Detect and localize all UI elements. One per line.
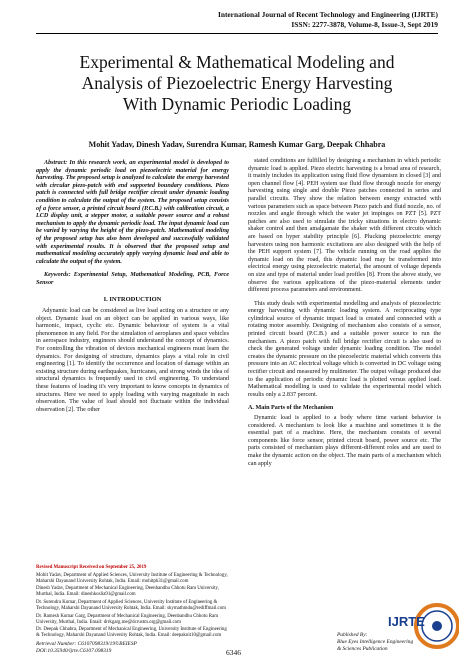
left-column xyxy=(36,160,229,420)
right-paragraph-1: stated conditions are fulfilled by designing a mechanism in which periodic dynamic load is applied. Piezo electric harvesting is a broad area of research, it mainly includes its application using fluid flow dynamism in closed [3] and open channel flow [4]. PEH system use fluid flow through nozzle for energy harvesting using single and double Piezo patches connected in series and parallel circuits. They show the relation between energy extracted with various parameters such as space between Piezo patch and fluid nozzle, no. of nozzles and angle through which the water jet impinges on PZT [5]. PZT patches are also used to simulate the tricky situations in electro dynamic shaker control and then amalgamate the shaker with different circuits which are based on hyper stability principle [6]. Plucking piezoelectric energy harvesters using non harmonic excitations are also designed with the help of the PEH support system [7]. The vehicle running on the road applies the dynamic load on the road, this dynamic load may be transformed into electrical energy using piezoelectric material, the amount of voltage depends on size and type of material under load profiles [8]. From the above study, we observe the various applications of the piezo-material elements under different process parameters and environment. xyxy=(248,158,441,294)
journal-header xyxy=(218,10,438,30)
seal-label: IJRTE xyxy=(388,614,425,629)
publisher-line-2: & Sciences Publication xyxy=(337,646,388,652)
footnote-author-4: Dr. Ramesh Kumar Garg, Department of Mechanical Engineering, Deenbandhu Chhotu Ram University, Murthal, India. Email: drrkgarg.me@dcrustm.org@gmail.com xyxy=(36,613,219,625)
journal-name: International Journal of Recent Technology and Engineering (IJRTE) xyxy=(217,10,438,19)
right-column xyxy=(248,158,441,474)
right-paragraph-2: This study deals with experimental modelling and analysis of piezoelectric energy harvesting with dynamic loading system. A reciprocating type cylindrical source of dynamic impact load is created and connected with a rotating motor assembly. Designing of mechanism also consists of a sensor, printed circuit board (P.C.B.) and a suitable power source to run the mechanism. A piezo patch with full bridge rectifier circuit is also used to check the generated voltage under dynamic loading condition. The model creates the dynamic pressure on the piezoelectric material which converts this pressure into an AC electrical voltage which is converted in DC voltage using rectifier circuit and measured by multimeter. The output voltage produced due to the application of periodic dynamic load is plotted versus applied load. Mathematical modelling is used to validate the experimental model which results only a 2.837 percent. xyxy=(248,300,441,398)
publisher-block xyxy=(337,632,413,653)
subsection-paragraph: Dynamic load is applied to a body where time variant behavior is considered. A mechanism is look like a machine and sometimes it is the essential part of a machine. Here, the mechanism consists of several components like force sensor, printed circuit board, power source etc. The parts consisted of mechanism plays different-different roles and are used to make the dynamic action on the object. The main parts of a mechanism which can apply xyxy=(248,415,441,467)
title-line-1: Experimental & Mathematical Modeling and xyxy=(79,52,395,72)
footnote-author-1: Mohit Yadav, Department of Applied Sciences, University Institute of Engineering & Technology, Maharshi Dayanand University Rohtak, India. Email: mohitph31@gmail.com xyxy=(36,572,228,584)
retrieval-number: Retrieval Number: C6107098319/19©BEIESP xyxy=(36,641,137,647)
title-line-3: With Dynamic Periodic Loading xyxy=(122,94,352,114)
footer-identifiers xyxy=(36,641,137,656)
keywords: Keywords: Experimental Setup, Mathematical Modeling, PCB, Force Sensor xyxy=(36,272,229,286)
manuscript-received: Revised Manuscript Received on September 25, 2019 xyxy=(36,565,147,570)
introduction-paragraph: Adynamic load can be considered as live load acting on a structure or any object. Dynamic load on an object can be applied in various ways, like harmonic, impact, cyclic etc. Dynamic behaviour of system is a vital phenomenon in any field. For the simulation of aeroplanes and space vehicles in aerospace industry, engineers should understand the concept of dynamics. For controlling the vibration of devices mechanical engineers must learn the dynamics. For designing of structure, dynamics plays a vital role in civil engineering [1]. To identify the occurrence and location of damage within an existing structure during earthquakes, hurricanes, and strong winds the idea of structural dynamics is frequently used in civil engineering. To understand these features of loading it's very important to know concepts in dynamics of structures. Here we need to apply loading with varying magnitude in each observation. The value of load should not fluctuate within the individual observation [2]. The other xyxy=(36,308,229,413)
subsection-heading-main-parts: A. Main Parts of the Mechanism xyxy=(248,405,334,412)
header-rule xyxy=(36,33,438,34)
title-line-2: Analysis of Piezoelectric Energy Harvesting xyxy=(81,73,393,93)
doi: DOI:10.35940/ijrte.C6107.098319 xyxy=(36,648,112,655)
author-footnotes xyxy=(36,565,230,641)
published-by-label: Published By: xyxy=(337,632,368,638)
paper-title xyxy=(40,52,434,115)
abstract: Abstract: In this research work, an experimental model is developed to apply the dynamic periodic load on piezoelectric material for energy harvesting. The proposed setup is analyzed to calculate the energy harvested with circular piezo-patch with end supported boundary conditions. Piezo patch is connected with full bridge rectifier circuit under dynamic loading condition to calculate the output of the system. The proposed setup consists of a force sensor, a printed circuit board (P.C.B.) with calibration circuit, a LCD display unit, a stepper motor, a suitable power source and a robust mechanism to apply the dynamic periodic load. The input dynamic load can be varied by varying the height of the piezo-patch. Mathematical modeling of the proposed setup has also been developed and successfully validated with experimental results. It is observed that the proposed setup and mathematical modeling accurately apply varying dynamic load and able to calculate the output of the system. xyxy=(36,160,229,265)
author-list: Mohit Yadav, Dinesh Yadav, Surendra Kumar, Ramesh Kumar Garg, Deepak Chhabra xyxy=(88,140,386,149)
footnote-author-3: Dr. Surendra Kumar, Department of Applied Sciences, University Institute of Engineering & Technology, Maharshi Dayanand University Rohtak, India. Email: skymathmdu@rediffmail.com xyxy=(36,599,226,612)
section-heading-introduction: I. INTRODUCTION xyxy=(103,295,162,303)
page-number: 6346 xyxy=(226,648,241,657)
footnote-author-2: Dinesh Yadav, Department of Mechanical Engineering, Deenbandhu Chhotu Ram University, Murthal, India. Email: dineshkoslia91@gmail.com xyxy=(36,586,219,598)
journal-issn: ISSN: 2277-3878, Volume-8, Issue-3, Sept 2019 xyxy=(291,20,438,29)
publisher-line-1: Blue Eyes Intelligence Engineering xyxy=(337,639,414,645)
footnote-author-5: Dr. Deepak Chhabra, Department of Mechanical Engineering, University Institute of Engineering & Technology, Maharshi Dayanand University Rohtak, India. Email: deepaknit10@gmail.com xyxy=(36,627,227,639)
